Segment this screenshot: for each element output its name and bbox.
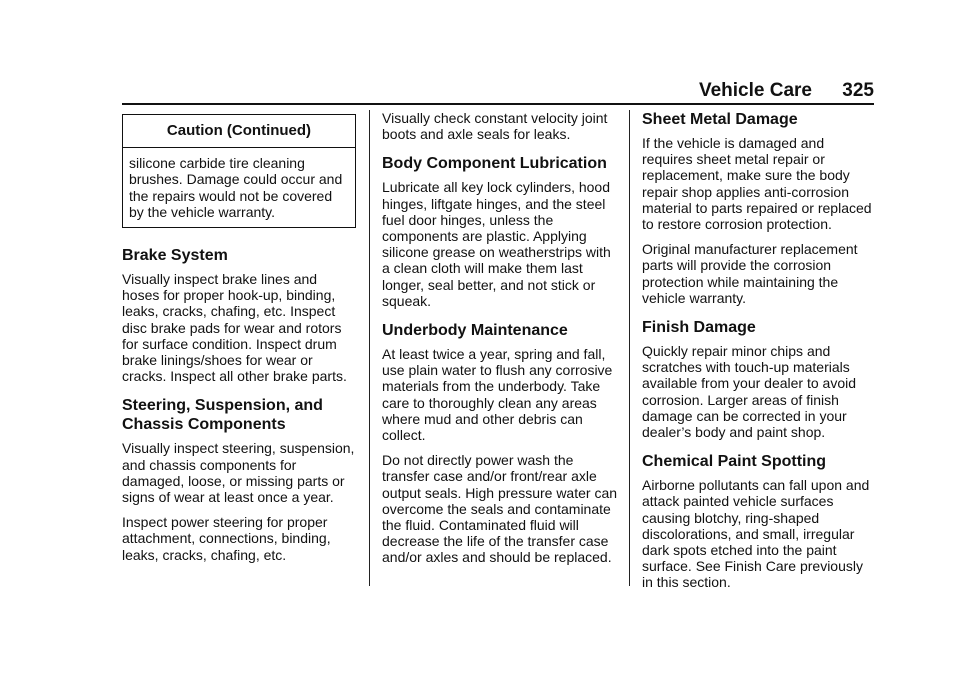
caution-box xyxy=(122,114,356,228)
paragraph: Visually inspect steering, suspension, and chassis components for damaged, loose, or missing parts or signs of wear at least once a year. xyxy=(122,440,355,506)
paragraph: Do not directly power wash the transfer case and/or front/rear axle output seals. High pressure water can overcome the seals and contaminate the fluid. Contaminated fluid will decrease the life of the transfer case and/or axles and should be replaced. xyxy=(382,452,618,566)
paragraph: If the vehicle is damaged and requires sheet metal repair or replacement, make sure the body repair shop applies anti-corrosion material to parts repaired or replaced to restore corrosion protection. xyxy=(642,135,872,233)
heading-finish-damage: Finish Damage xyxy=(642,319,756,337)
page-header xyxy=(122,80,874,105)
heading-lubrication: Body Component Lubrication xyxy=(382,155,607,173)
paragraph: Quickly repair minor chips and scratches with touch-up materials available from your dealer to avoid corrosion. Larger areas of finish damage can be corrected in your dealer’s body and paint shop. xyxy=(642,343,857,441)
caution-text: silicone carbide tire cleaning brushes. Damage could occur and the repairs would not be covered by the vehicle warranty. xyxy=(129,155,343,220)
paragraph: Visually check constant velocity joint boots and axle seals for leaks. xyxy=(382,110,608,143)
paragraph: Lubricate all key lock cylinders, hood hinges, liftgate hinges, and the steel fuel door hinges, unless the components are plastic. Applying silicone grease on weatherstrips with a clean cloth will make them last longer, seal better, and not stick or squeak. xyxy=(382,179,611,309)
paragraph: At least twice a year, spring and fall, use plain water to flush any corrosive materials from the underbody. Take care to thoroughly clean any areas where mud and other debris can collect. xyxy=(382,346,613,444)
heading-sheet-metal: Sheet Metal Damage xyxy=(642,111,798,128)
column-right xyxy=(642,110,874,600)
heading-chemical-paint: Chemical Paint Spotting xyxy=(642,453,827,471)
heading-brake-system: Brake System xyxy=(122,247,228,265)
column-divider xyxy=(629,110,630,586)
column-divider xyxy=(369,110,370,586)
heading-steering: Steering, Suspension, and Chassis Components xyxy=(122,397,323,434)
caution-title: Caution (Continued) xyxy=(123,115,355,148)
paragraph: Visually inspect brake lines and hoses for proper hook-up, binding, leaks, cracks, chafing, etc. Inspect disc brake pads for wear and rotors for surface condition. Inspect drum brake linings/shoes for wear or cracks. Inspect all other brake parts. xyxy=(122,271,347,385)
heading-underbody: Underbody Maintenance xyxy=(382,322,568,340)
section-title: Vehicle Care xyxy=(698,80,812,101)
column-middle xyxy=(382,110,622,575)
paragraph: Airborne pollutants can fall upon and attack painted vehicle surfaces causing blotchy, ring-shaped discolorations, and small, irregular dark spots etched into the paint surface. See Finish Care previously in this section. xyxy=(642,477,870,591)
page-number: 325 xyxy=(842,80,874,101)
paragraph: Inspect power steering for proper attachment, connections, binding, leaks, cracks, chafing, etc. xyxy=(122,514,331,563)
paragraph: Original manufacturer replacement parts will provide the corrosion protection while maintaining the vehicle warranty. xyxy=(642,241,858,306)
column-left xyxy=(122,110,357,572)
